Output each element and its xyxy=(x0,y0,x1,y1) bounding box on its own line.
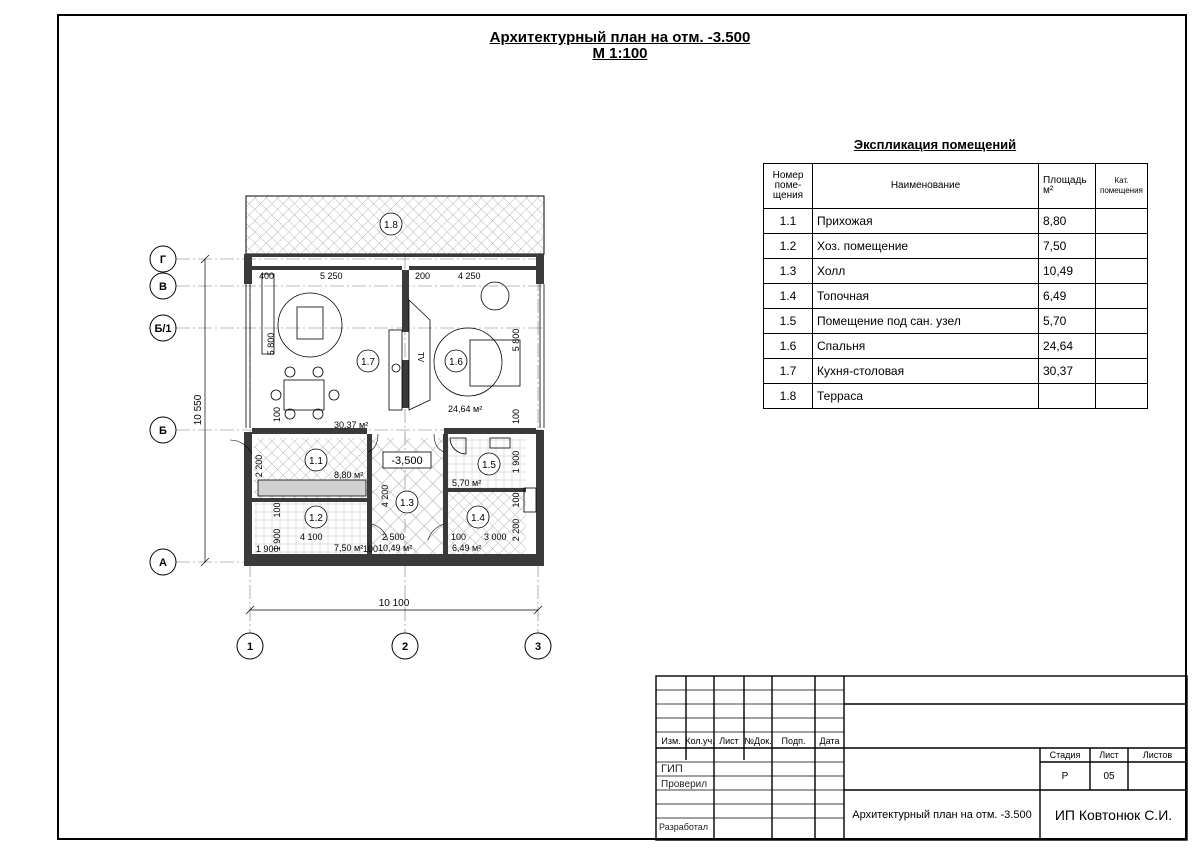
stamp-doc-title: Архитектурный план на отм. -3.500 xyxy=(852,809,1032,821)
dining-chair xyxy=(329,390,339,400)
dim-100-left: 100 xyxy=(272,406,282,422)
title-line-1: Архитектурный план на отм. -3.500 xyxy=(489,29,751,46)
axis-label-3: 3 xyxy=(534,641,542,653)
row-name: Помещение под сан. узел xyxy=(813,309,1039,334)
stamp-role-developed: Разработал xyxy=(659,822,708,832)
stamp-col-izm: Изм. xyxy=(661,736,681,746)
row-name: Кухня-столовая xyxy=(813,359,1039,384)
header-cat: Кат. помещения xyxy=(1096,164,1148,209)
title-block xyxy=(656,676,1187,840)
row-area: 30,37 xyxy=(1039,359,1096,384)
row-name: Топочная xyxy=(813,284,1039,309)
dim-5250: 5 250 xyxy=(320,271,343,281)
dim-5800-left: 5 800 xyxy=(266,332,276,356)
dim-2200-right: 2 200 xyxy=(511,518,521,542)
row-name: Холл xyxy=(813,259,1039,284)
dining-chair xyxy=(313,409,323,419)
dining-chair xyxy=(285,367,295,377)
dim-100-mid-right: 100 xyxy=(511,492,521,508)
dim-4250: 4 250 xyxy=(458,271,481,281)
stamp-role-gip: ГИП xyxy=(661,763,683,775)
area-1-6: 24,64 м² xyxy=(448,404,483,414)
stamp-col-doc: №Док. xyxy=(744,736,772,746)
area-1-4: 6,49 м² xyxy=(452,543,482,553)
row-axis-bubbles xyxy=(150,246,176,575)
row-area: 5,70 xyxy=(1039,309,1096,334)
room-label-1-3: 1.3 xyxy=(400,498,414,509)
pantry-divider xyxy=(252,498,367,502)
kitchen-counter xyxy=(389,330,402,410)
dim-100-right: 100 xyxy=(511,408,521,424)
stamp-sheet: 05 xyxy=(1103,770,1115,782)
room-label-1-2: 1.2 xyxy=(309,513,323,524)
dim-5800-right: 5 800 xyxy=(511,328,521,352)
row-num: 1.1 xyxy=(764,209,813,234)
middle-wall xyxy=(402,270,409,332)
axis-label-b1: Б/1 xyxy=(154,323,172,335)
hall-left-wall xyxy=(367,434,372,554)
header-num: Номер поме-щения xyxy=(764,164,813,209)
room-label-1-4: 1.4 xyxy=(471,513,485,524)
right-wall-lower xyxy=(536,430,544,554)
stamp-stage: Р xyxy=(1061,770,1069,782)
dim-1900-right: 1 900 xyxy=(511,450,521,474)
row-name: Спальня xyxy=(813,334,1039,359)
row-num: 1.3 xyxy=(764,259,813,284)
stamp-col-date: Дата xyxy=(819,736,840,746)
axis-label-v: В xyxy=(159,281,167,293)
dining-chair xyxy=(285,409,295,419)
row-num: 1.4 xyxy=(764,284,813,309)
room-label-1-8: 1.8 xyxy=(384,220,398,231)
left-wall-lower xyxy=(244,432,252,554)
dim-200: 200 xyxy=(415,271,431,281)
stamp-sheets-header: Листов xyxy=(1142,750,1173,760)
dining-chair xyxy=(313,367,323,377)
top-wall-right xyxy=(409,266,536,270)
axis-label-a: А xyxy=(159,557,167,569)
title-scale: М 1:100 xyxy=(592,45,648,62)
stamp-sheet-header: Лист xyxy=(1099,750,1119,760)
axis-label-1: 1 xyxy=(246,641,254,653)
header-area: Площадь м² xyxy=(1039,164,1096,209)
right-wall-top-post xyxy=(536,254,544,284)
axis-label-2: 2 xyxy=(401,641,409,653)
dim-100-bottom: 100 xyxy=(363,544,379,554)
area-1-2: 7,50 м² xyxy=(334,543,364,553)
dim-3000: 3 000 xyxy=(484,532,507,542)
top-wall-left xyxy=(252,266,402,270)
dim-400: 400 xyxy=(259,271,275,281)
cross-wall-right xyxy=(444,428,536,434)
stamp-role-checked: Проверил xyxy=(661,779,708,790)
boiler-divider xyxy=(448,488,526,492)
room-label-1-6: 1.6 xyxy=(449,357,463,368)
total-height-label: 10 550 xyxy=(193,394,204,426)
stamp-company: ИП Ковтонюк С.И. xyxy=(1054,807,1173,823)
room-label-1-7: 1.7 xyxy=(361,357,375,368)
bottom-wall xyxy=(244,554,544,566)
stamp-col-kol: Кол.уч. xyxy=(685,736,715,746)
level-mark: -3,500 xyxy=(391,455,423,467)
stamp-col-podp: Подп. xyxy=(781,736,806,746)
row-name: Хоз. помещение xyxy=(813,234,1039,259)
axis-label-g: Г xyxy=(159,254,167,266)
row-area: 7,50 xyxy=(1039,234,1096,259)
coffee-table xyxy=(297,307,323,339)
dining-table xyxy=(284,380,324,410)
wardrobe xyxy=(258,480,366,496)
row-area: 6,49 xyxy=(1039,284,1096,309)
stamp-stage-header: Стадия xyxy=(1049,750,1081,760)
dim-100-boiler: 100 xyxy=(451,532,467,542)
dining-chair xyxy=(271,390,281,400)
round-rug xyxy=(278,293,342,357)
row-area: 8,80 xyxy=(1039,209,1096,234)
area-1-5: 5,70 м² xyxy=(452,478,482,488)
explication-title: Экспликация помещений xyxy=(853,137,1017,152)
row-area: 24,64 xyxy=(1039,334,1096,359)
dim-4100: 4 100 xyxy=(300,532,323,542)
row-area: 10,49 xyxy=(1039,259,1096,284)
row-name: Терраса xyxy=(813,384,1039,409)
left-wall-top-post xyxy=(244,254,252,284)
axis-label-b: Б xyxy=(159,425,167,437)
room-label-1-5: 1.5 xyxy=(482,460,496,471)
row-num: 1.6 xyxy=(764,334,813,359)
row-name: Прихожая xyxy=(813,209,1039,234)
area-1-3: 10,49 м² xyxy=(378,543,413,553)
dim-1900-bottom: 1 900 xyxy=(256,544,279,554)
row-num: 1.5 xyxy=(764,309,813,334)
row-num: 1.8 xyxy=(764,384,813,409)
tv-label: TV xyxy=(416,352,425,363)
room-label-1-1: 1.1 xyxy=(309,456,323,467)
area-1-7: 30,37 м² xyxy=(334,420,369,430)
middle-wall-lower xyxy=(402,360,409,408)
header-name: Наименование xyxy=(813,164,1039,209)
dim-2500: 2 500 xyxy=(382,532,405,542)
sink xyxy=(392,364,400,372)
stamp-col-list: Лист xyxy=(719,736,739,746)
row-num: 1.2 xyxy=(764,234,813,259)
dim-2200-left: 2 200 xyxy=(254,454,264,478)
row-num: 1.7 xyxy=(764,359,813,384)
dim-4200: 4 200 xyxy=(380,484,390,508)
windows xyxy=(246,284,544,428)
dim-100-pantry: 100 xyxy=(272,502,282,518)
area-1-1: 8,80 м² xyxy=(334,470,364,480)
col-axis-bubbles xyxy=(237,633,551,659)
total-width-label: 10 100 xyxy=(378,598,410,609)
dim-1900-left: 1 900 xyxy=(272,528,282,552)
top-beam xyxy=(244,254,544,257)
